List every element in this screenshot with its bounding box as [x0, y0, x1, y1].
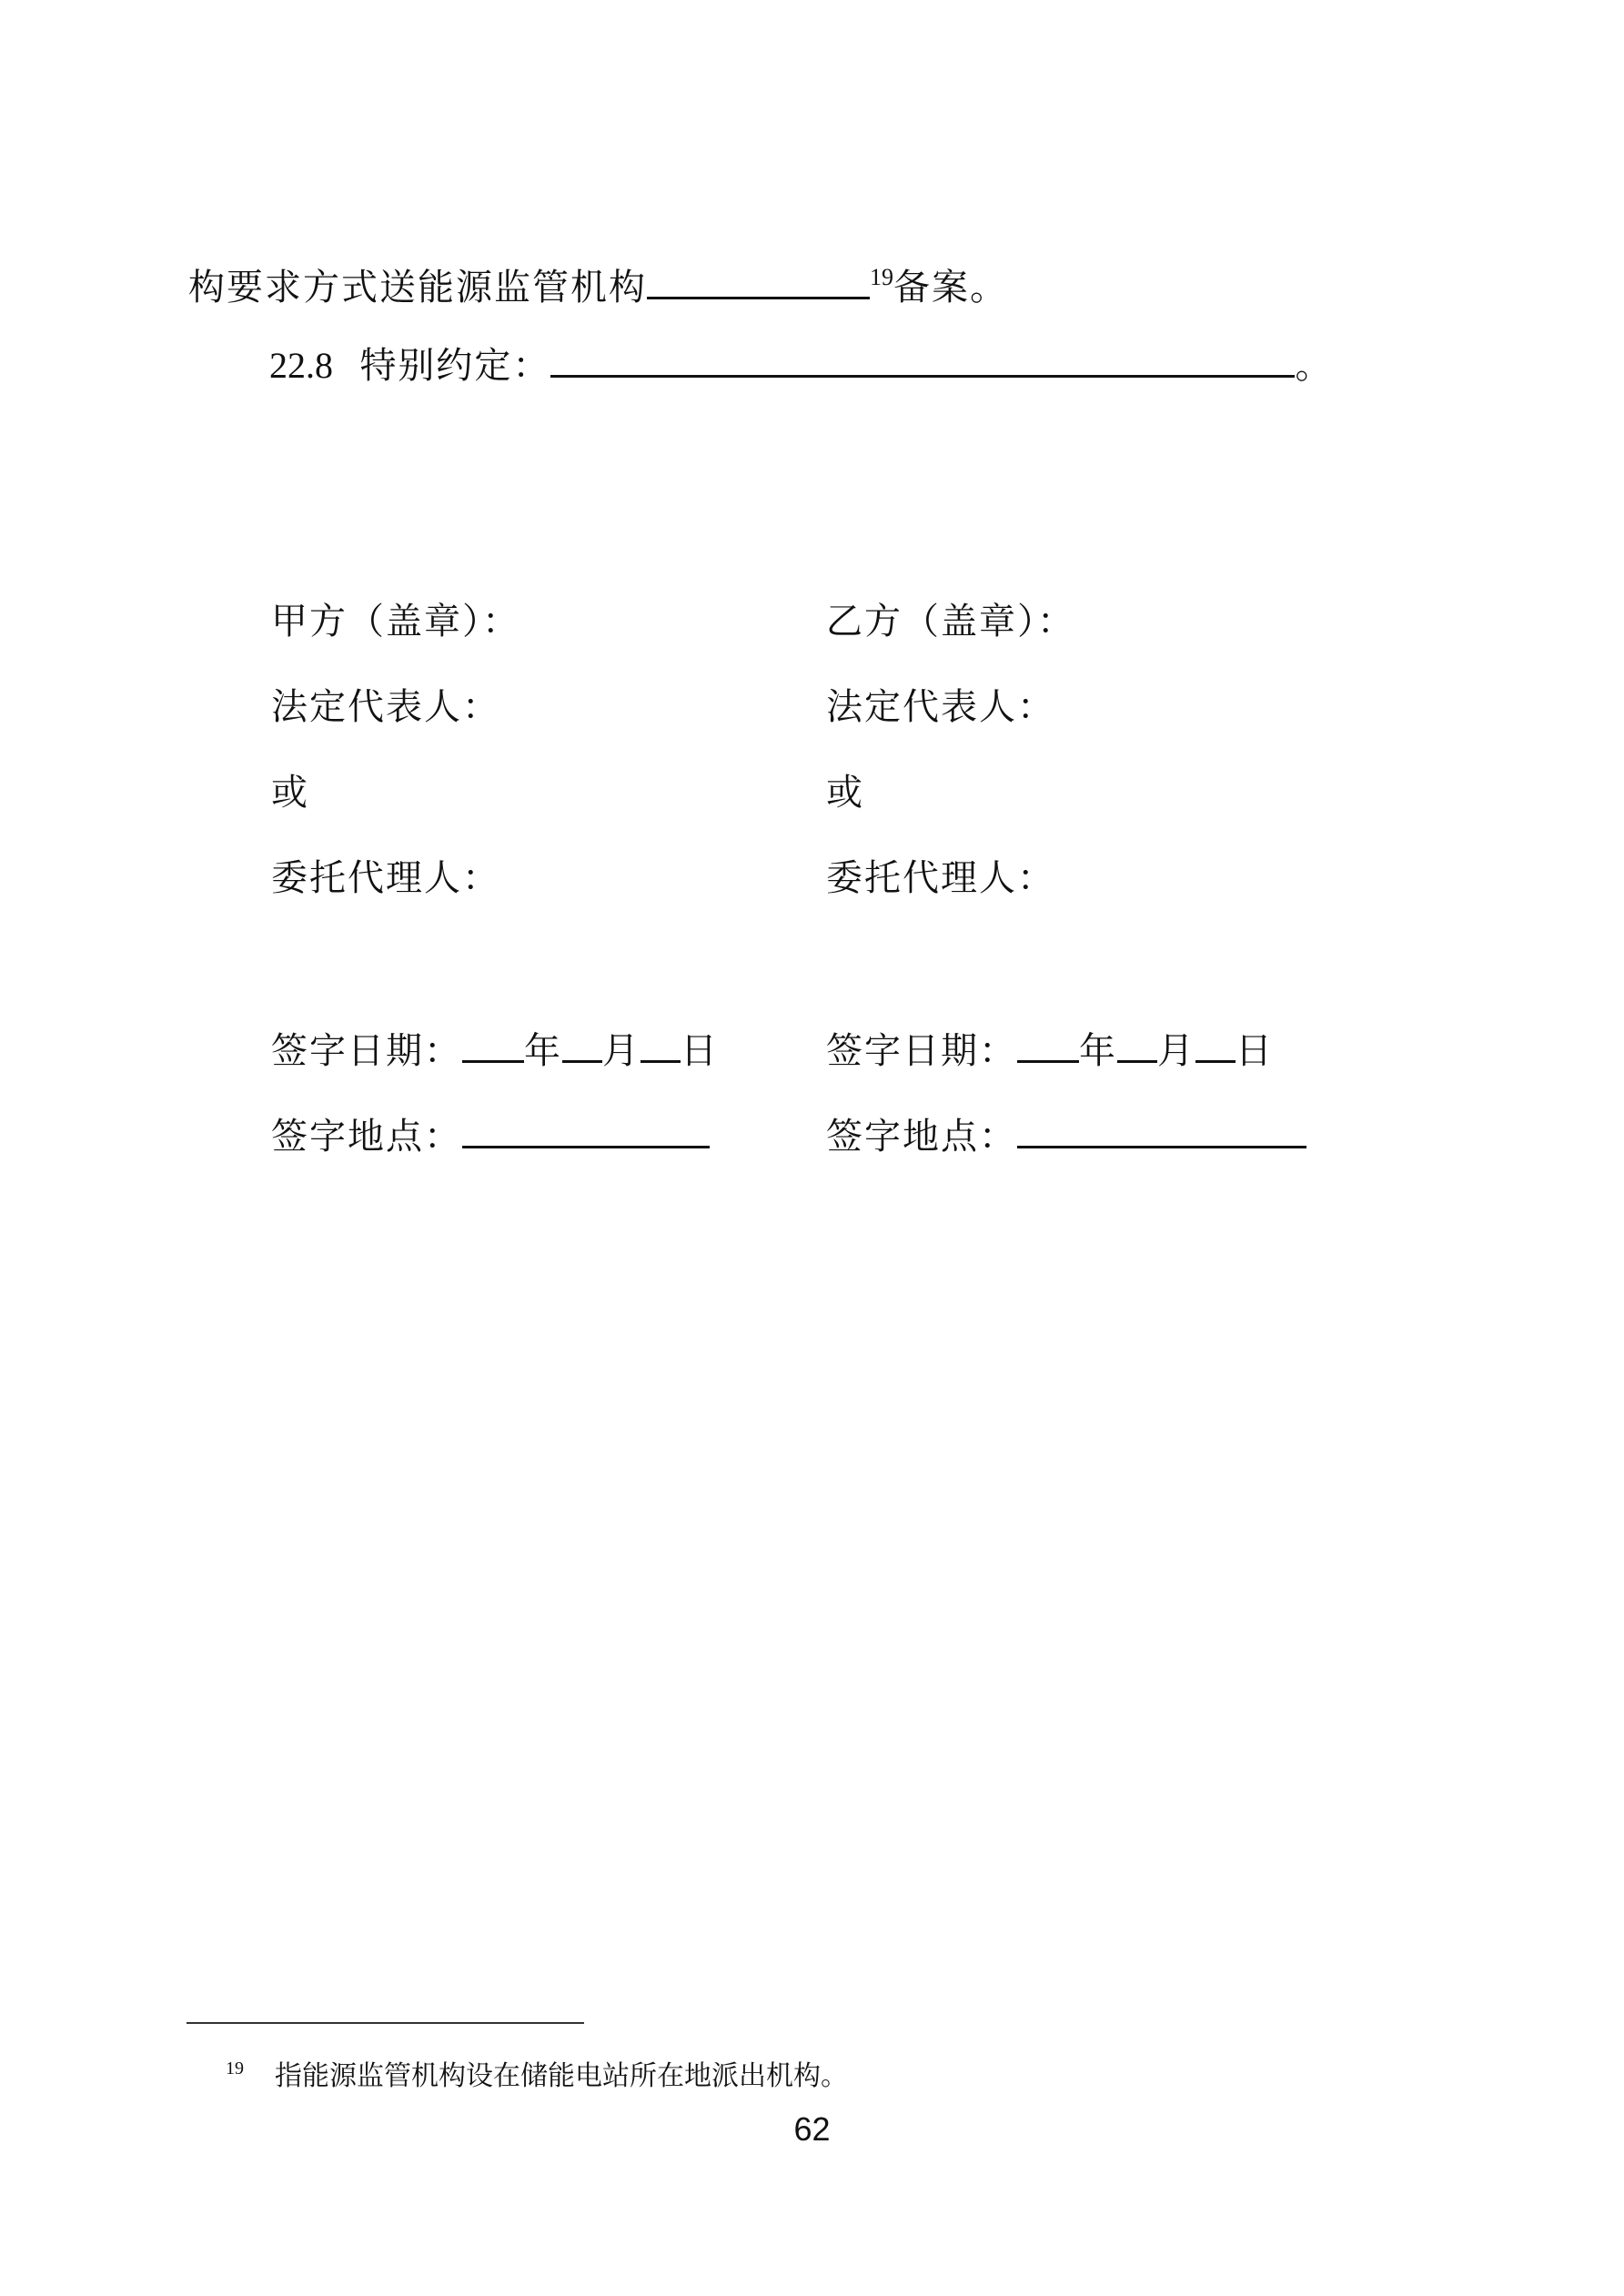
- page-number: 62: [793, 2110, 831, 2148]
- year-blank[interactable]: [1017, 1024, 1079, 1063]
- filing-agency-blank[interactable]: [647, 260, 870, 299]
- day-blank[interactable]: [1195, 1024, 1236, 1063]
- party-b-sign-date: [826, 1024, 1274, 1077]
- clause-number: 22.8: [269, 345, 333, 386]
- day-label: 日: [681, 1030, 719, 1072]
- party-b-agent: 委托代理人：: [826, 857, 1055, 899]
- special-agreement-label: 特别约定：: [359, 345, 551, 387]
- party-a-sign-date: [271, 1024, 719, 1077]
- month-blank[interactable]: [562, 1024, 602, 1063]
- sign-date-label: 签字日期：: [826, 1030, 1017, 1072]
- sign-place-label: 签字地点：: [826, 1116, 1017, 1158]
- party-a-agent: 委托代理人：: [271, 857, 500, 899]
- party-b-seal: 乙方（盖章）：: [826, 601, 1075, 642]
- month-label: 月: [1157, 1030, 1195, 1072]
- month-blank[interactable]: [1117, 1024, 1157, 1063]
- party-a-sign-place: [271, 1109, 710, 1162]
- sign-place-blank[interactable]: [1017, 1109, 1306, 1148]
- sign-place-label: 签字地点：: [271, 1116, 462, 1158]
- sign-date-label: 签字日期：: [271, 1030, 462, 1072]
- clause-22-8-line: [269, 339, 1333, 391]
- year-blank[interactable]: [462, 1024, 524, 1063]
- party-a-legal-rep: 法定代表人：: [271, 686, 500, 728]
- footnote-separator: [187, 2022, 584, 2024]
- party-a-seal: 甲方（盖章）：: [271, 601, 520, 642]
- footnote: [226, 2050, 848, 2095]
- party-b-legal-rep: 法定代表人：: [826, 686, 1055, 728]
- day-label: 日: [1236, 1030, 1274, 1072]
- day-blank[interactable]: [641, 1024, 681, 1063]
- clause-22-7-text: 构要求方式送能源监管机构: [188, 267, 647, 308]
- footnote-text: 指能源监管机构设在储能电站所在地派出机构。: [275, 2060, 848, 2092]
- clause-end-mark: 。: [1295, 345, 1334, 387]
- clause-22-7-line: [188, 252, 1008, 313]
- year-label: 年: [524, 1030, 562, 1072]
- clause-22-7-end-text: 备案。: [893, 267, 1008, 308]
- special-agreement-blank[interactable]: [550, 339, 1295, 378]
- party-b-sign-place: [826, 1109, 1306, 1162]
- footnote-marker: 19: [226, 2058, 244, 2079]
- year-label: 年: [1079, 1030, 1117, 1072]
- footnote-ref: 19: [870, 264, 893, 290]
- sign-place-blank[interactable]: [462, 1109, 710, 1148]
- party-b-or: 或: [826, 772, 864, 814]
- party-a-or: 或: [271, 772, 309, 814]
- month-label: 月: [602, 1030, 641, 1072]
